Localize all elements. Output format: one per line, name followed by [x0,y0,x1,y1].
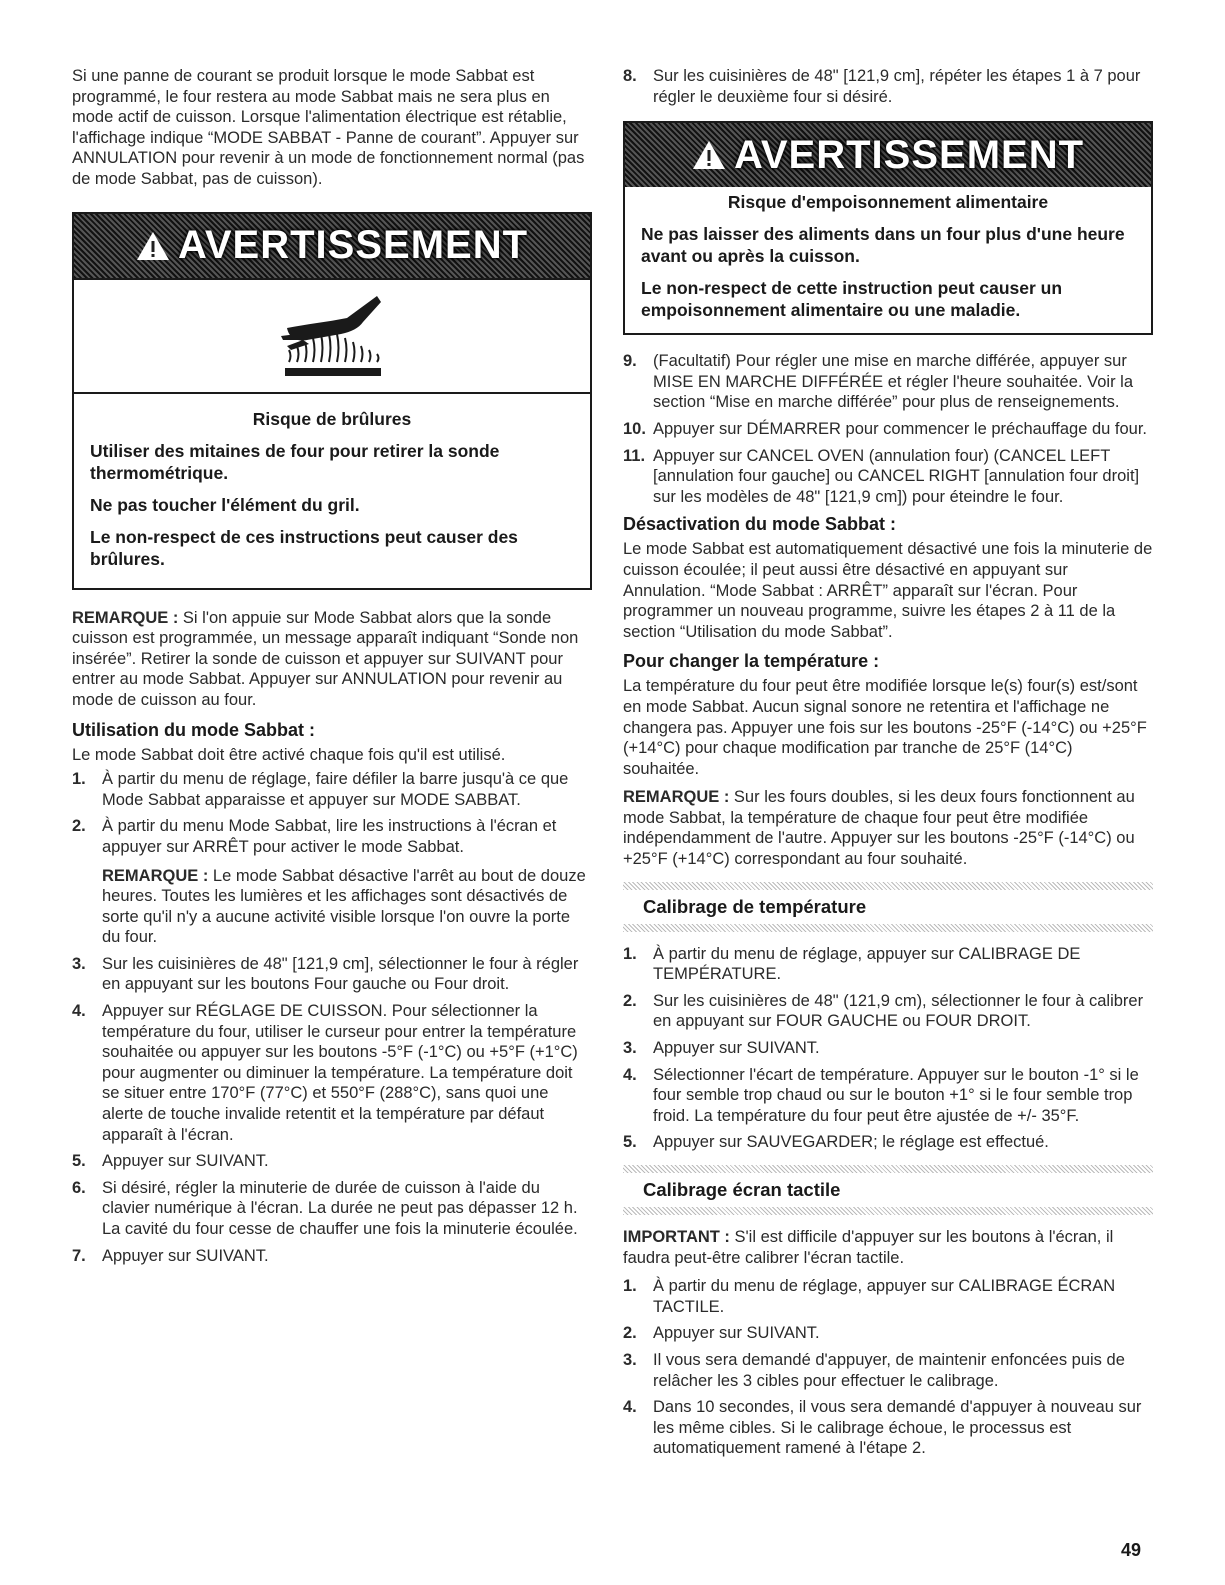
list-item: 1. À partir du menu de réglage, faire défiler la barre jusqu'à ce que Mode Sabbat apparaisse et appuyer sur MODE SABBAT. [72,770,569,809]
power-failure-paragraph: Si une panne de courant se produit lorsque le mode Sabbat est programmé, le four restera au mode Sabbat mais ne sera plus en mode actif de cuisson. Lorsque l'alimentation électrique est rétablie, l'affichage indique “MODE SABBAT - Panne de courant”. Appuyer sur ANNULATION pour revenir à un mode de fonctionnement normal (pas de mode Sabbat, pas de cuisson). [72,67,585,188]
calib-touch-section-bar [623,1165,1153,1215]
warning-line: Le non-respect de ces instructions peut causer des brûlures. [90,526,518,569]
warning-body [74,394,590,588]
warning-risk: Risque d'empoisonnement alimentaire [727,192,1049,213]
calib-temp-section-bar [623,882,1153,932]
change-temp-remark: REMARQUE : Sur les fours doubles, si les deux fours fonctionnent au mode Sabbat, la température de chaque four peut être modifiée indépendamment de l'autre. Appuyer sur les boutons -25°F (-14°C) ou +25°F (+14°C) correspondant au four souhaité. [623,788,1135,869]
list-item: 5. Appuyer sur SUIVANT. [72,1152,269,1171]
deactivation-heading: Désactivation du mode Sabbat : [623,514,897,535]
list-item: 9. (Facultatif) Pour régler une mise en marche différée, appuyer sur MISE EN MARCHE DIFFÉRÉE et régler l'heure souhaitée. Voir la section “Mise en marche différée” pour plus de renseignements. [623,352,1133,412]
warning-line: Ne pas laisser des aliments dans un four plus d'une heure avant ou après la cuisson. [641,224,1125,267]
use-sabbath-intro: Le mode Sabbat doit être activé chaque fois qu'il est utilisé. [72,745,506,764]
list-item: 2. Appuyer sur SUIVANT. [623,1324,820,1343]
use-sabbath-heading: Utilisation du mode Sabbat : [72,719,316,740]
page-number: 49 [1120,1540,1141,1560]
list-item: 4. Dans 10 secondes, il vous sera demandé d'appuyer à nouveau sur les même cibles. Si le calibrage échoue, le processus est automatiquement ramené à l'étape 2. [623,1398,1142,1458]
list-item: 7. Appuyer sur SUIVANT. [72,1246,269,1265]
warning-line: Ne pas toucher l'élément du gril. [90,494,360,515]
list-item: 3. Sur les cuisinières de 48" [121,9 cm], sélectionner le four à régler en appuyant sur les boutons Four gauche ou Four droit. [72,954,579,994]
warning-triangle-icon [136,231,170,261]
change-temp-heading: Pour changer la température : [623,651,880,672]
burn-warning-box [72,212,592,590]
deactivation-text: Le mode Sabbat est automatiquement désactivé une fois la minuterie de cuisson écoulée; il peut aussi être désactivé en appuyant sur Annulation. “Mode Sabbat : ARRÊT” apparaît sur l'écran. Pour programmer un nouveau programme, suivre les étapes 2 à 11 de la section “Utilisation du mode Sabbat”. [623,540,1153,641]
list-item: 4. Appuyer sur RÉGLAGE DE CUISSON. Pour sélectionner la température du four, utiliser le curseur pour entrer la température souhaitée ou appuyer sur les boutons -5°F (-1°C) ou +5°F (+1°C) pour augmenter ou diminuer la température. La température doit se situer entre 170°F (77°C) et 550°F (288°C), sans quoi une alerte de touche invalide retentit et la température par défaut apparaît à l'écran. [72,1002,578,1144]
calib-temp-heading: Calibrage de température [643,895,867,917]
list-item: 2. Sur les cuisinières de 48" (121,9 cm), sélectionner le four à calibrer en appuyant sur FOUR GAUCHE ou FOUR DROIT. [623,991,1144,1031]
list-item: 1. À partir du menu de réglage, appuyer sur CALIBRAGE ÉCRAN TACTILE. [623,1277,1116,1316]
remark-text: Si l'on appuie sur Mode Sabbat alors que la sonde cuisson est programmée, un message apparaît indiquant “Sonde non insérée”. Retirer la sonde de cuisson et appuyer sur SUIVANT pour entrer au mode Sabbat. Appuyer sur ANNULATION pour revenir au mode de cuisson au four. [72,608,579,709]
step2-remark: REMARQUE : Le mode Sabbat désactive l'arrêt au bout de douze heures. Toutes les lumières et les affichages sont désactivés de sorte qu'il n'y a aucune activité visible lorsque l'on ouvre la porte du four. [102,866,586,947]
warning-risk: Risque de brûlures [252,408,412,429]
section-stripe [623,1207,1153,1215]
hot-surface-hand-icon [74,280,590,394]
list-item: 1. À partir du menu de réglage, appuyer sur CALIBRAGE DE TEMPÉRATURE. [623,944,1081,984]
list-item: 2. À partir du menu Mode Sabbat, lire les instructions à l'écran et appuyer sur ARRÊT pour activer le mode Sabbat. REMARQUE : Le mode Sabbat désactive l'arrêt au bout de douze heures. Toutes les lumières et les affichages sont désactivés de sorte qu'il n'y a aucune activité visible lorsque l'on ouvre la porte du four. [72,816,592,948]
warning-body [625,187,1151,333]
warning-header [74,214,590,280]
list-item: 3. Appuyer sur SUIVANT. [623,1039,820,1058]
list-item: 5. Appuyer sur SAUVEGARDER; le réglage est effectué. [623,1133,1049,1152]
food-poisoning-warning-box [623,121,1153,335]
warning-header [625,123,1151,187]
use-sabbath-steps [72,769,592,1266]
calib-touch-heading: Calibrage écran tactile [643,1179,841,1200]
warning-line: Le non-respect de cette instruction peut causer un empoisonnement alimentaire ou une maladie. [641,278,1063,321]
warning-title: AVERTISSEMENT [177,223,529,268]
left-column [72,66,592,1272]
section-stripe [623,1165,1153,1173]
probe-remark [72,608,592,711]
important-note: IMPORTANT : S'il est difficile d'appuyer sur les boutons à l'écran, il faudra peut-être calibrer l'écran tactile. [623,1228,1114,1267]
step8-list [623,66,1153,107]
change-temp-text: La température du four peut être modifiée lorsque le(s) four(s) est/sont en mode Sabbat. Aucun signal sonore ne retentira et l'affichage ne changera pas. Appuyer une fois sur les boutons -25°F (-14°C) ou +25°F (+14°C) pour chaque modification par tranche de 25°F (14°C) souhaitée. [623,677,1147,778]
list-item: 8. Sur les cuisinières de 48" [121,9 cm], répéter les étapes 1 à 7 pour régler le deuxième four si désiré. [623,67,1141,106]
calib-touch-steps [623,1276,1153,1459]
list-item: 11. Appuyer sur CANCEL OVEN (annulation four) (CANCEL LEFT [annulation four gauche] ou CANCEL RIGHT [annulation four droit] sur les modèles de 48" [121,9 cm]) pour éteindre le four. [623,446,1140,506]
calib-temp-steps [623,944,1153,1153]
right-column [623,66,1153,1465]
warning-line: Utiliser des mitaines de four pour retirer la sonde thermométrique. [90,440,500,483]
list-item: 10. Appuyer sur DÉMARRER pour commencer le préchauffage du four. [623,419,1148,438]
continue-steps [623,351,1153,507]
remark-label: REMARQUE : [72,608,179,627]
list-item: 3. Il vous sera demandé d'appuyer, de maintenir enfoncées puis de relâcher les 3 cibles pour effectuer le calibrage. [623,1350,1125,1390]
section-stripe [623,882,1153,890]
list-item: 4. Sélectionner l'écart de température. Appuyer sur le bouton -1° si le four semble trop chaud ou sur le bouton +1° si le four semble trop froid. La température du four peut être ajustée de +/- 35°F. [623,1065,1139,1125]
section-stripe [623,924,1153,932]
warning-title: AVERTISSEMENT [733,132,1085,177]
list-item: 6. Si désiré, régler la minuterie de durée de cuisson à l'aide du clavier numérique à l'écran. La durée ne peut pas dépasser 12 h. La cavité du four cesse de chauffer une fois la minuterie écoulée. [72,1178,578,1238]
warning-triangle-icon [692,140,726,170]
